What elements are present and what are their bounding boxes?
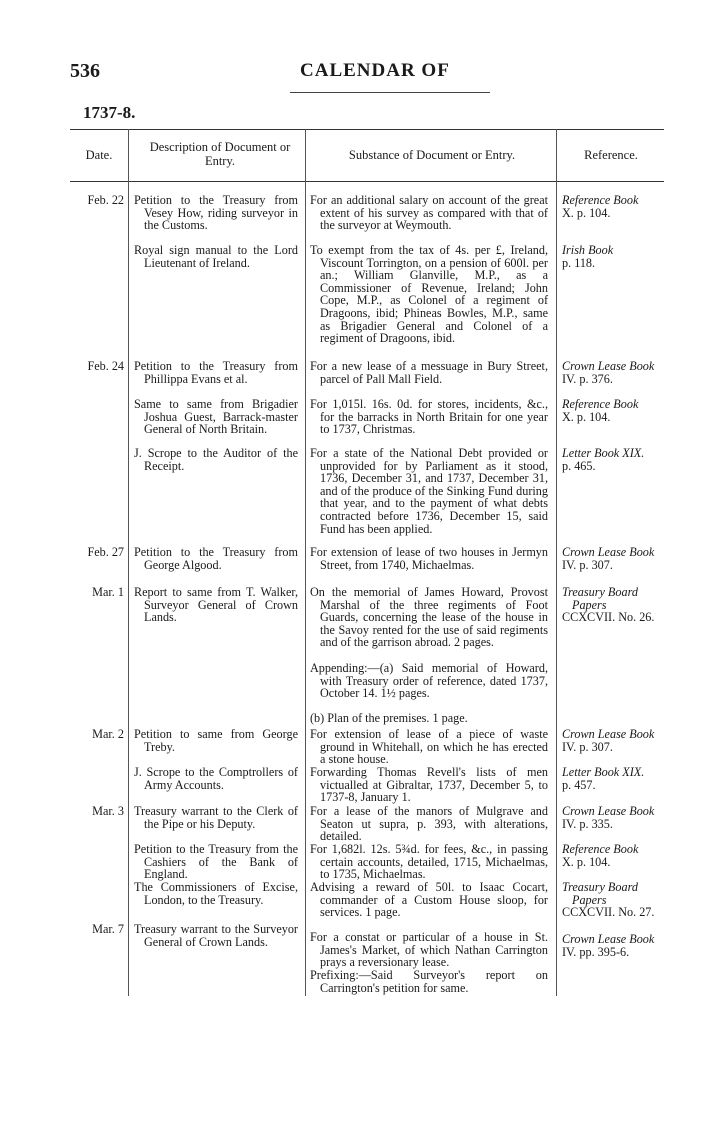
entry-reference: Treasury Board Papers CCXCVII. No. 26. [562, 585, 655, 625]
entry-date: Mar. 1 [92, 585, 124, 599]
entry-reference: Reference Book X. p. 104. [562, 397, 639, 424]
entry-substance-plan: (b) Plan of the premises. 1 page. [310, 711, 468, 725]
entry-substance-prefixing: Prefixing:—Said Surveyor's report on Carrington's petition for same. [310, 968, 548, 995]
entry-description: Petition to the Treasury from George Algood. [134, 545, 298, 572]
year-heading: 1737-8. [83, 103, 136, 122]
column-divider-description [305, 129, 306, 996]
table-header-rule [70, 181, 664, 182]
entry-substance: For a constat or particular of a house in St. James's Market, of which Nathan Carrington prays a reversionary lease. [310, 930, 548, 970]
entry-date: Feb. 27 [87, 545, 124, 559]
column-header-date: Date. [85, 148, 113, 162]
header-rule [290, 92, 490, 93]
entry-description: Petition to same from George Treby. [134, 727, 298, 754]
entry-description: Royal sign manual to the Lord Lieutenant of Ireland. [134, 243, 298, 270]
entry-description: Petition to the Treasury from Vesey How, riding surveyor in the Customs. [134, 193, 298, 233]
entry-substance: For a lease of the manors of Mulgrave and Seaton ut supra, p. 393, with alterations, detailed. [310, 804, 548, 844]
entry-substance: Forwarding Thomas Revell's lists of men victualled at Gibraltar, 1737, December 5, to 1737-8, January 1. [310, 765, 548, 805]
column-header-reference: Reference. [584, 148, 638, 162]
entry-reference: Letter Book XIX. p. 465. [562, 446, 645, 473]
running-title: CALENDAR OF [300, 60, 450, 81]
entry-reference: Crown Lease Book IV. p. 307. [562, 545, 655, 572]
entry-reference: Treasury Board Papers CCXCVII. No. 27. [562, 880, 655, 920]
entry-description: Petition to the Treasury from the Cashiers of the Bank of England. [134, 842, 298, 882]
entry-date: Feb. 22 [87, 193, 124, 207]
entry-description: Petition to the Treasury from Phillippa Evans et al. [134, 359, 298, 386]
entry-reference: Reference Book X. p. 104. [562, 842, 639, 869]
entry-date: Feb. 24 [87, 359, 124, 373]
entry-description: Report to same from T. Walker, Surveyor General of Crown Lands. [134, 585, 298, 625]
entry-substance: On the memorial of James Howard, Provost Marshal of the three regiments of Foot Guards, concerning the lease of the house in the Savoy rented for the use of said regiments and of the garrison abroad. 2 pages. [310, 585, 548, 650]
entry-substance: To exempt from the tax of 4s. per £, Ireland, Viscount Torrington, on a pension of 600l. per an.; William Glanville, M.P., as a Commissioner of Revenue, Ireland; John Cope, M.P., as Colonel of a regiment of Dragoons, ibid; Phineas Bowles, M.P., same as Brigadier General and Colonel of a regiment of Dragoons, ibid. [310, 243, 548, 346]
entry-date: Mar. 7 [92, 922, 124, 936]
entry-description: J. Scrope to the Comptrollers of Army Accounts. [134, 765, 298, 792]
entry-description: Same to same from Brigadier Joshua Guest, Barrack-master General of North Britain. [134, 397, 298, 437]
entry-description: The Commissioners of Excise, London, to the Treasury. [134, 880, 298, 907]
entry-reference: Irish Book p. 118. [562, 243, 614, 270]
entry-reference: Letter Book XIX. p. 457. [562, 765, 645, 792]
entry-substance: For 1,015l. 16s. 0d. for stores, incidents, &c., for the barracks in North Britain for one year to 1737, Christmas. [310, 397, 548, 437]
column-header-substance: Substance of Document or Entry. [348, 148, 516, 162]
page-number: 536 [70, 60, 100, 82]
entry-date: Mar. 2 [92, 727, 124, 741]
entry-substance: For a state of the National Debt provided or unprovided for by Parliament as it stood, 1736, December 31, and 1737, December 31, and of the produce of the Sinking Fund during that year, and to the payment of what debts contracted before 1736, December 15, said Fund has been applied. [310, 446, 548, 536]
entry-substance: For an additional salary on account of the great extent of his survey as compared with that of the surveyor at Weymouth. [310, 193, 548, 233]
entry-description: Treasury warrant to the Clerk of the Pipe or his Deputy. [134, 804, 298, 831]
entry-date: Mar. 3 [92, 804, 124, 818]
column-divider-substance [556, 129, 557, 996]
entry-substance: For extension of lease of a piece of waste ground in Whitehall, on which he has erected a stone house. [310, 727, 548, 767]
entry-reference: Crown Lease Book IV. pp. 395-6. [562, 932, 655, 959]
entry-reference: Crown Lease Book IV. p. 376. [562, 359, 655, 386]
entry-substance: For 1,682l. 12s. 5¾d. for fees, &c., in passing certain accounts, detailed, 1715, Michaelmas, to 1735, Michaelmas. [310, 842, 548, 882]
entry-description: Treasury warrant to the Surveyor General of Crown Lands. [134, 922, 298, 949]
entry-description: J. Scrope to the Auditor of the Receipt. [134, 446, 298, 473]
entry-substance-appending: Appending:—(a) Said memorial of Howard, with Treasury order of reference, dated 1737, October 14. 1½ pages. [310, 661, 548, 701]
table-top-rule [70, 129, 664, 130]
column-divider-date [128, 129, 129, 996]
entry-substance: Advising a reward of 50l. to Isaac Cocart, commander of a Custom House sloop, for services. 1 page. [310, 880, 548, 920]
entry-substance: For a new lease of a messuage in Bury Street, parcel of Pall Mall Field. [310, 359, 548, 386]
column-header-description: Description of Document or Entry. [149, 140, 291, 168]
entry-reference: Crown Lease Book IV. p. 335. [562, 804, 655, 831]
entry-substance: For extension of lease of two houses in Jermyn Street, from 1740, Michaelmas. [310, 545, 548, 572]
entry-reference: Reference Book X. p. 104. [562, 193, 639, 220]
entry-reference: Crown Lease Book IV. p. 307. [562, 727, 655, 754]
